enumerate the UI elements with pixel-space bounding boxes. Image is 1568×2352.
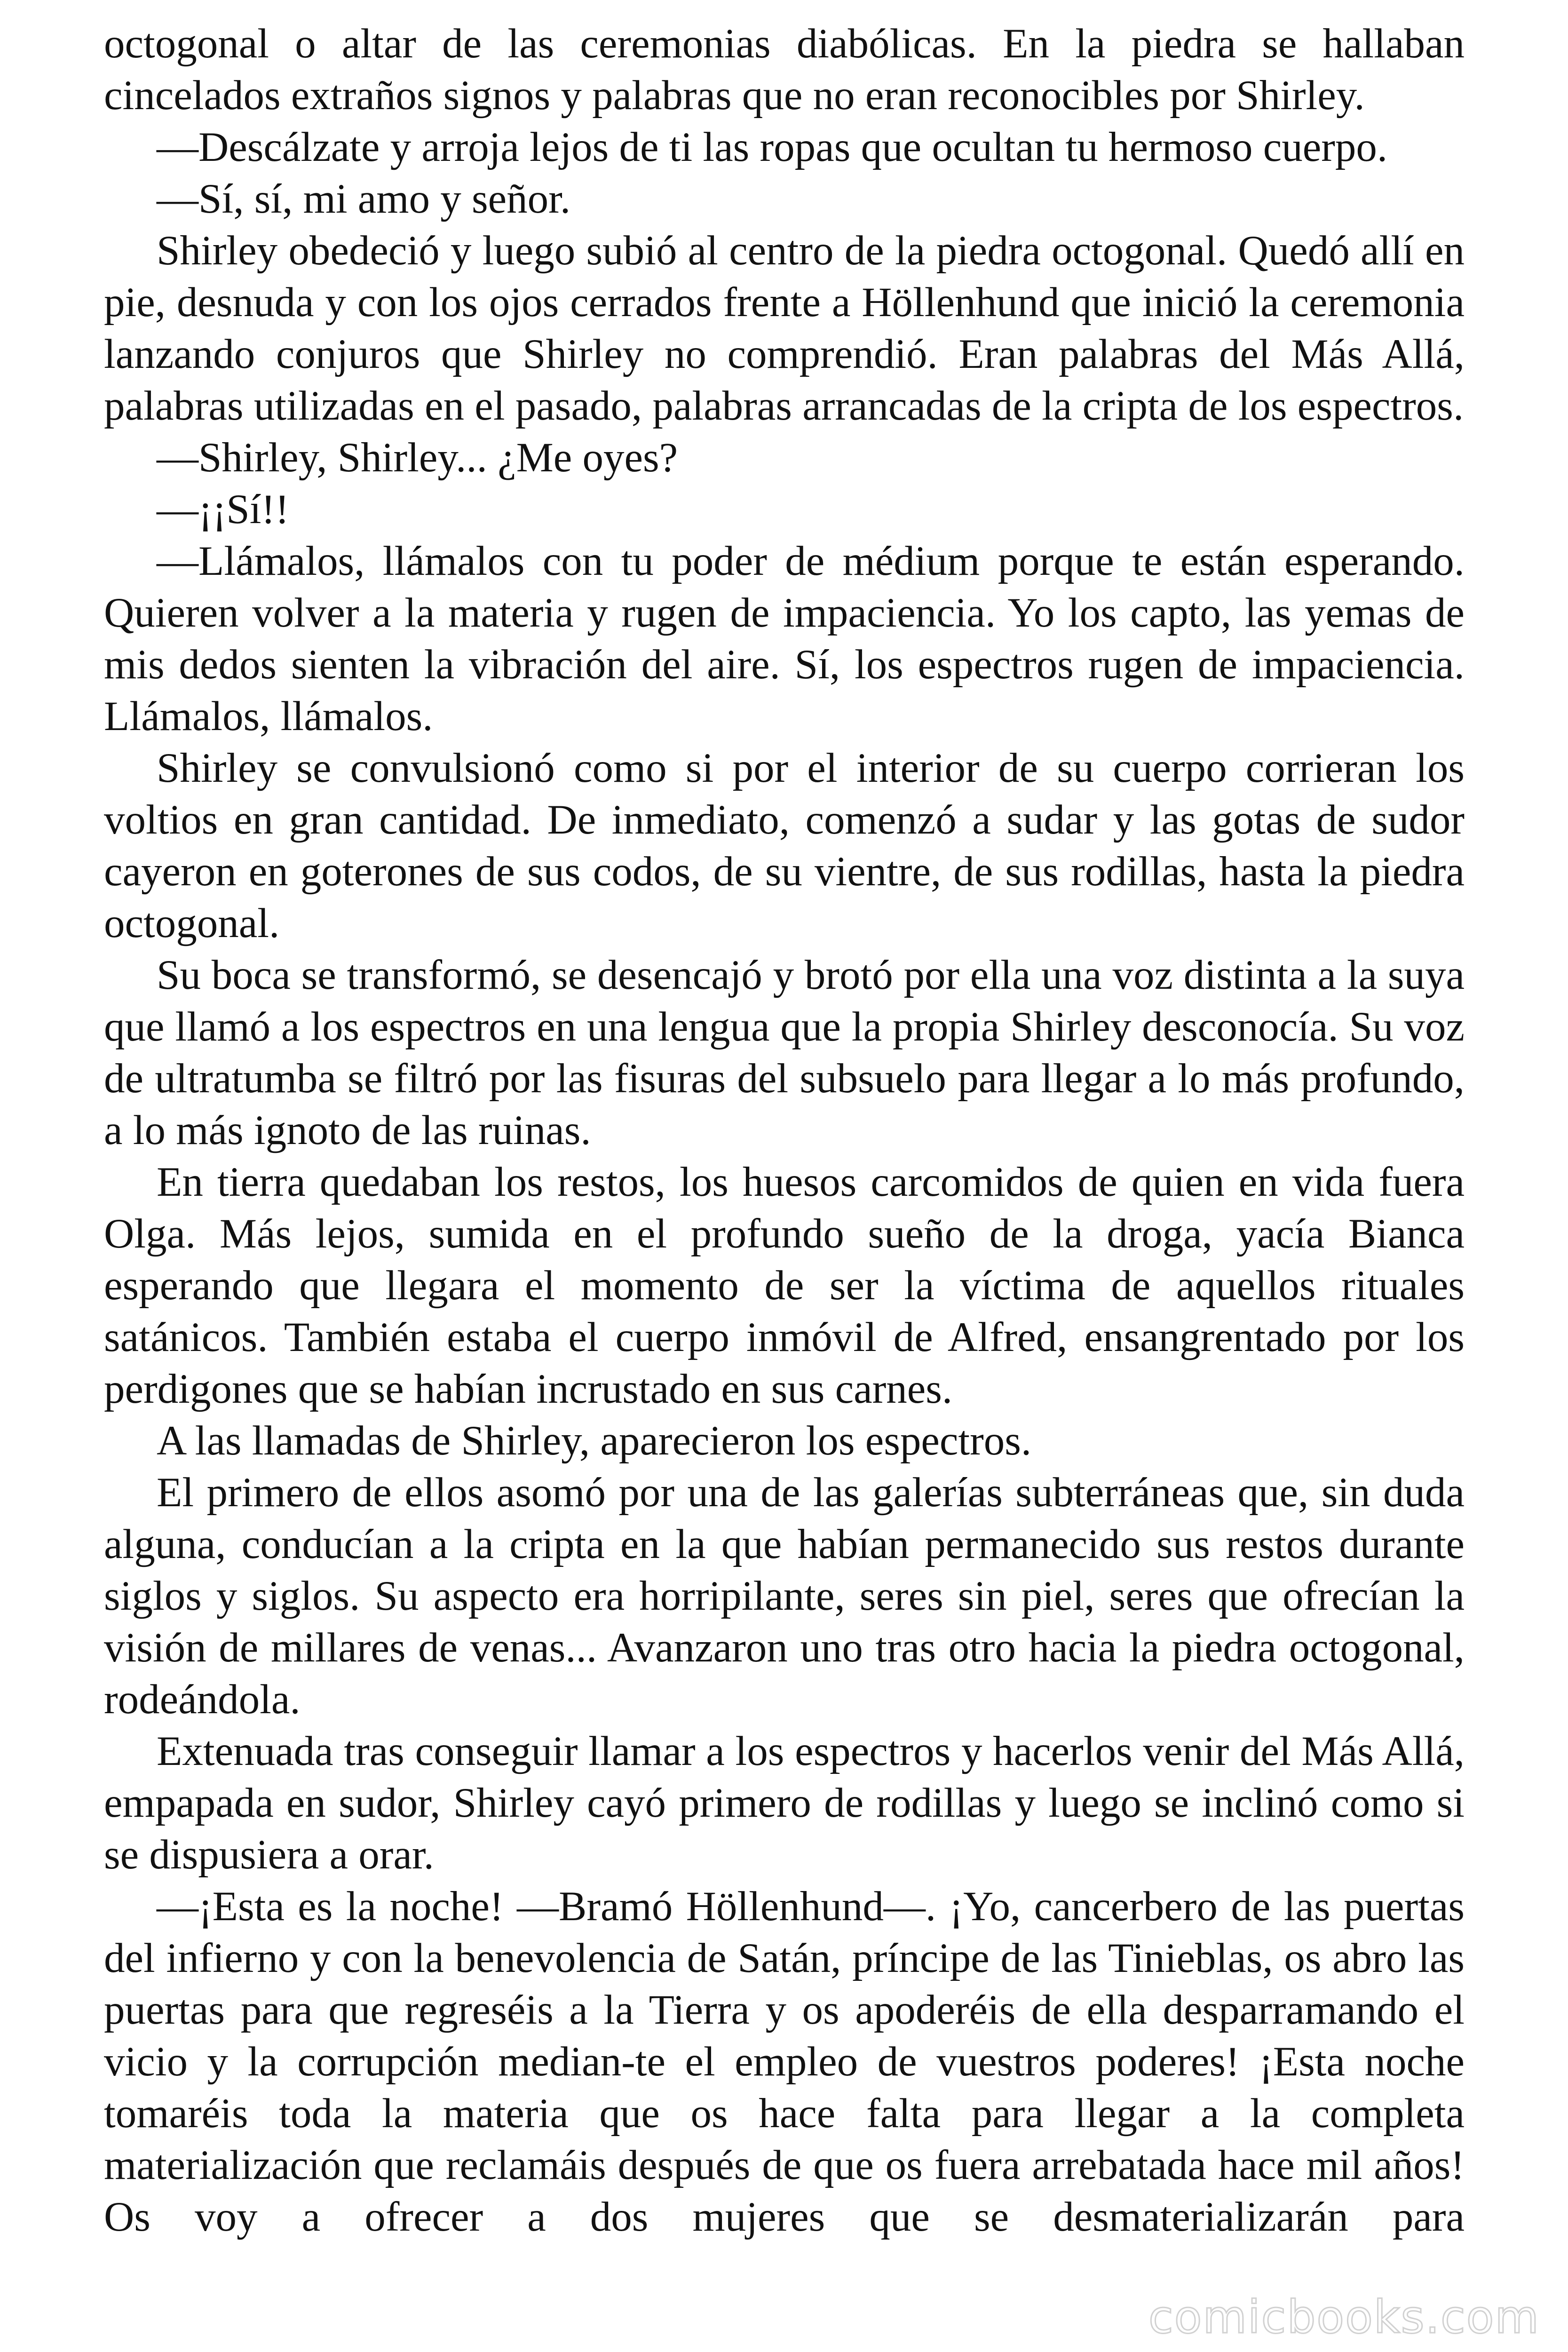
paragraph: Shirley se convulsionó como si por el interior de su cuerpo corrieran los voltios en gran cantidad. De inmediato, comenzó a sudar y las gotas de sudor cayeron en goterones de sus codos, de su vientre, de sus rodillas, hasta la piedra octogonal. [104,745,1465,946]
paragraph: —Llámalos, llámalos con tu poder de médium porque te están esperando. Quieren volver a la materia y rugen de impaciencia. Yo los capto, las yemas de mis dedos sienten la vibración del aire. Sí, los espectros rugen de impaciencia. Llámalos, llámalos. [104,538,1465,739]
paragraph: A las llamadas de Shirley, aparecieron los espectros. [157,1418,1032,1464]
paragraph: —Sí, sí, mi amo y señor. [157,176,571,222]
paragraph: —¡¡Sí!! [157,486,289,532]
paragraph: Su boca se transformó, se desencajó y brotó por ella una voz distinta a la suya que llamó a los espectros en una lengua que la propia Shirley desconocía. Su voz de ultratumba se filtró por las fisuras del subsuelo para llegar a lo más profundo, a lo más ignoto de las ruinas. [104,952,1465,1153]
paragraph: En tierra quedaban los restos, los huesos carcomidos de quien en vida fuera Olga. Más lejos, sumida en el profundo sueño de la droga, yacía Bianca esperando que llegara el momento de ser la víctima de aquellos rituales satánicos. También estaba el cuerpo inmóvil de Alfred, ensangrentado por los perdigones que se habían incrustado en sus carnes. [104,1159,1465,1412]
paragraph: —Descálzate y arroja lejos de ti las ropas que ocultan tu hermoso cuerpo. [157,124,1388,170]
paragraph: Extenuada tras conseguir llamar a los espectros y hacerlos venir del Más Allá, empapada en sudor, Shirley cayó primero de rodillas y luego se inclinó como si se dispusiera a orar. [104,1728,1465,1878]
paragraph: El primero de ellos asomó por una de las galerías subterráneas que, sin duda alguna, conducían a la cripta en la que habían permanecido sus restos durante siglos y siglos. Su aspecto era horripilante, seres sin piel, seres que ofrecían la visión de millares de venas... Avanzaron uno tras otro hacia la piedra octogonal, rodeándola. [104,1470,1465,1723]
paragraph: —Shirley, Shirley... ¿Me oyes? [157,435,678,481]
watermark: comicbooks.com [1148,2291,1540,2344]
paragraph: Shirley obedeció y luego subió al centro de la piedra octogonal. Quedó allí en pie, desnuda y con los ojos cerrados frente a Höllenhund que inició la ceremonia lanzando conjuros que Shirley no comprendió. Eran palabras del Más Allá, palabras utilizadas en el pasado, palabras arrancadas de la cripta de los espectros. [104,228,1465,429]
paragraph: octogonal o altar de las ceremonias diabólicas. En la piedra se hallaban cincelados extraños signos y palabras que no eran reconocibles por Shirley. [104,21,1465,119]
paragraph: —¡Esta es la noche! —Bramó Höllenhund—. ¡Yo, cancerbero de las puertas del infierno y con la benevolencia de Satán, príncipe de las Tinieblas, os abro las puertas para que regreséis a la Tierra y os apoderéis de ella desparramando el vicio y la corrupción median-te el empleo de vuestros poderes! ¡Esta noche tomaréis toda la materia que os hace falta para llegar a la completa materialización que reclamáis después de que os fuera arrebatada hace mil años! Os voy a ofrecer a dos mujeres que se desmaterializarán para [104,1883,1465,2240]
book-page-text [104,18,1465,2243]
